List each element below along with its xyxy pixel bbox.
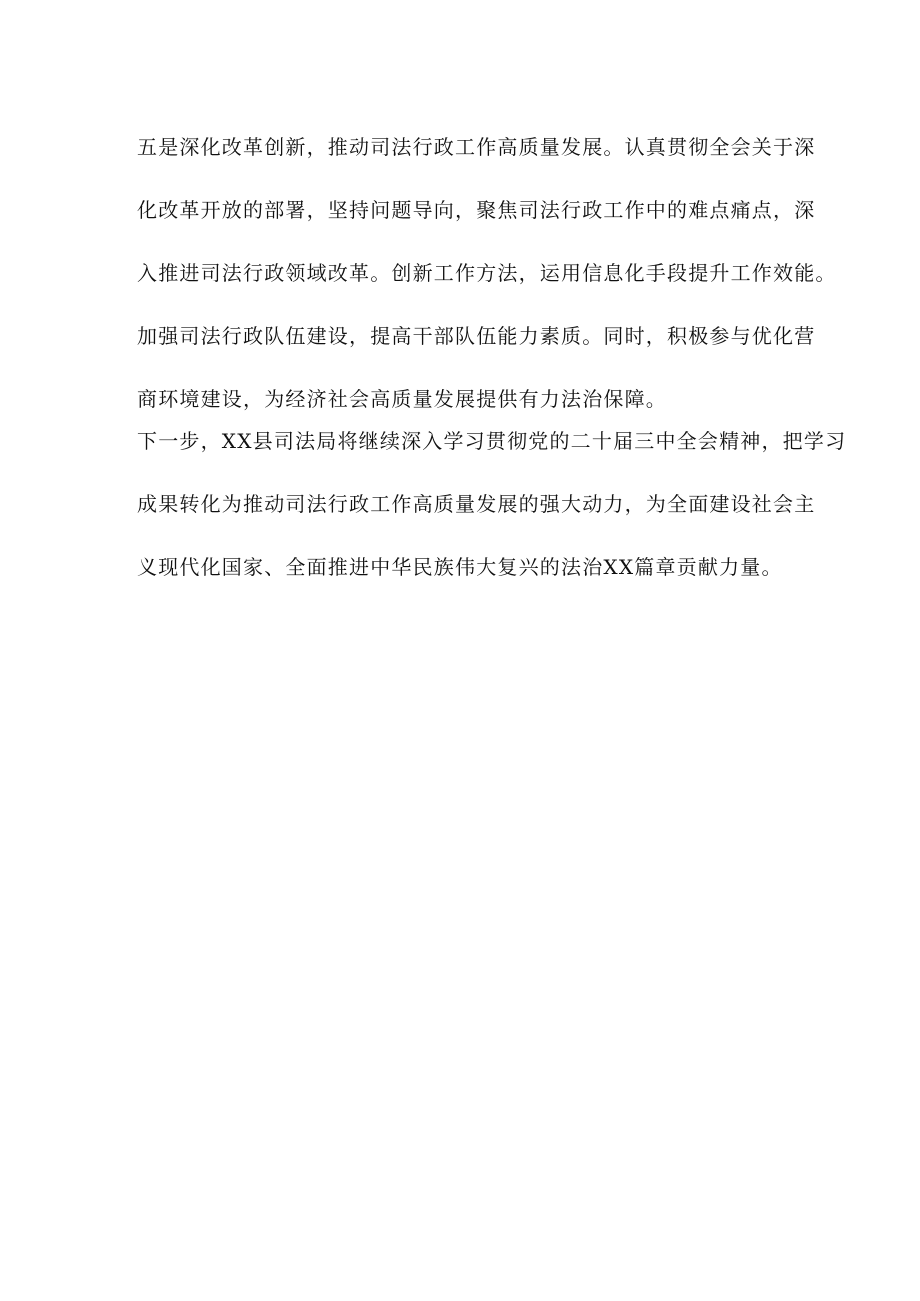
text-line: 成果转化为推动司法行政工作高质量发展的强大动力，为全面建设社会主 bbox=[137, 492, 816, 516]
text-line: 义现代化国家、全面推进中华民族伟大复兴的法治XX篇章贡献力量。 bbox=[137, 555, 783, 579]
text-line: 下一步，XX县司法局将继续深入学习贯彻党的二十届三中全会精神，把学习 bbox=[137, 429, 847, 453]
text-line: 商环境建设，为经济社会高质量发展提供有力法治保障。 bbox=[137, 387, 667, 411]
text-line: 加强司法行政队伍建设，提高干部队伍能力素质。同时，积极参与优化营 bbox=[137, 324, 816, 348]
text-line: 入推进司法行政领域改革。创新工作方法，运用信息化手段提升工作效能。 bbox=[137, 261, 837, 285]
text-line: 五是深化改革创新，推动司法行政工作高质量发展。认真贯彻全会关于深 bbox=[137, 135, 816, 159]
text-line: 化改革开放的部署，坚持问题导向，聚焦司法行政工作中的难点痛点，深 bbox=[137, 198, 816, 222]
paragraph-next-steps bbox=[137, 424, 847, 613]
paragraph-reform-innovation bbox=[137, 130, 837, 445]
